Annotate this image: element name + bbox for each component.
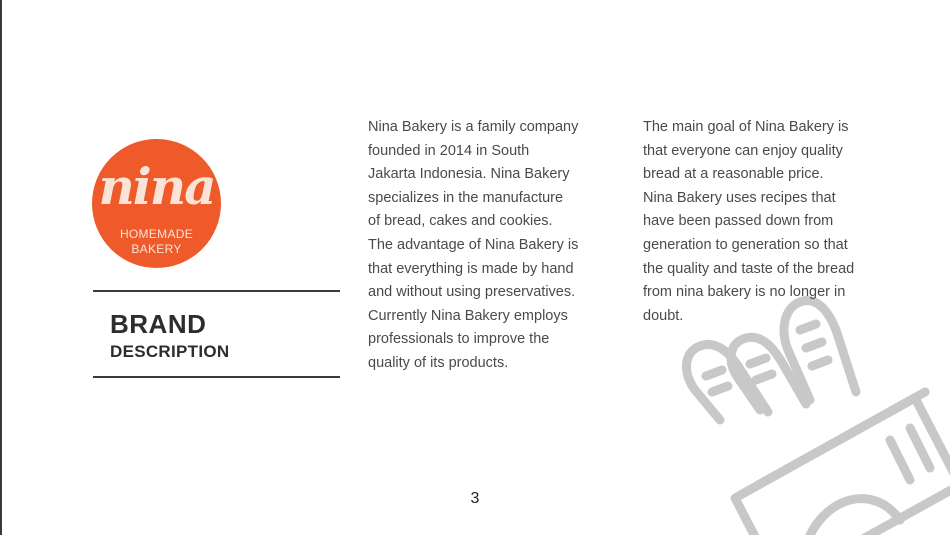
text-line: quality of its products. bbox=[368, 354, 509, 371]
text-line: of bread, cakes and cookies. bbox=[368, 213, 553, 230]
text-line: bread at a reasonable price. bbox=[643, 166, 824, 183]
text-line: founded in 2014 in South bbox=[368, 142, 530, 159]
page-number: 3 bbox=[470, 490, 480, 507]
logo-tagline bbox=[92, 227, 221, 257]
slide-edge bbox=[0, 0, 2, 535]
text-line: have been passed down from bbox=[643, 213, 834, 230]
nina-logo bbox=[92, 139, 221, 268]
brand-subtitle: DESCRIPTION bbox=[110, 342, 230, 361]
text-line: Nina Bakery uses recipes that bbox=[643, 189, 836, 206]
logo-script-text: nina bbox=[98, 157, 215, 216]
description-column-2 bbox=[643, 116, 893, 328]
text-line: specializes in the manufacture bbox=[368, 189, 564, 206]
text-line: The advantage of Nina Bakery is bbox=[368, 236, 579, 253]
text-line: that everything is made by hand bbox=[368, 260, 574, 277]
brand-title: BRAND bbox=[110, 309, 207, 339]
text-line: doubt. bbox=[643, 307, 684, 324]
logo-tagline-line2: BAKERY bbox=[131, 242, 182, 256]
text-line: the quality and taste of the bread bbox=[643, 260, 855, 277]
divider-top bbox=[93, 290, 340, 292]
text-line: The main goal of Nina Bakery is bbox=[643, 119, 849, 135]
text-line: that everyone can enjoy quality bbox=[643, 142, 843, 159]
description-column-1 bbox=[368, 116, 618, 376]
text-line: Jakarta Indonesia. Nina Bakery bbox=[368, 166, 570, 183]
text-line: professionals to improve the bbox=[368, 331, 550, 348]
text-line: generation to generation so that bbox=[643, 236, 848, 253]
logo-tagline-line1: HOMEMADE bbox=[119, 227, 194, 241]
text-line: and without using preservatives. bbox=[368, 284, 576, 301]
divider-bottom bbox=[93, 376, 340, 378]
text-line: Nina Bakery is a family company bbox=[368, 119, 579, 135]
text-line: from nina bakery is no longer in bbox=[643, 284, 846, 301]
text-line: Currently Nina Bakery employs bbox=[368, 307, 568, 324]
